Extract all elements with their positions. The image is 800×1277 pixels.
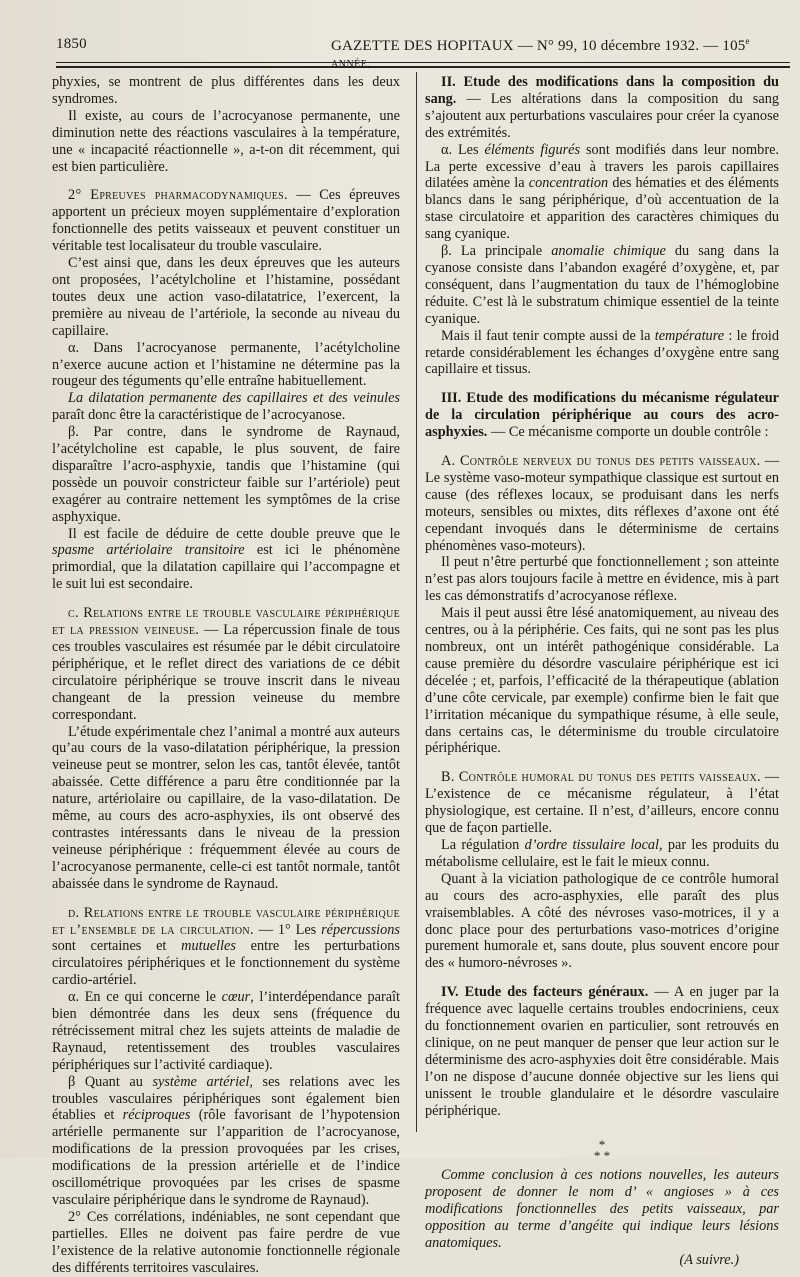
to-be-continued: (A suivre.)	[679, 1252, 739, 1268]
column-divider	[416, 72, 417, 1132]
section-blood-composition: II. Etude des modifications dans la composition du sang. — Les altérations dans la composition du sang s’ajoutent aux perturbations vasculaires pour créer la cyanose des extrémités.	[425, 74, 779, 141]
header-rule-thick	[56, 66, 790, 68]
paragraph: Mais il peut aussi être lésé anatomiquement, au niveau des centres, ou à la périphérie. Ces faits, qui ne sont pas les plus nombreux, ont un intérêt pathogénique considérable. La cause première du désordre vasculaire périphérique est ici décelée ; et, parfois, l’efficacité de la thérapeutique (ablation d’une côte cervicale, par exemple) confirme bien le fait que l’irritation mécanique du sympathique résume, à elle seule, dans certains cas, le déterminisme du trouble circulatoire périphérique.	[425, 605, 779, 757]
subsection-nervous-control: A. Contrôle nerveux du tonus des petits vaisseaux. — Le système vaso-moteur sympathique classique est surtout en cause (des réflexes locaux, se produisant dans les nerfs moteurs, sensibles ou mixtes, dits réflexes d’axone ont été cependant invoqués dans le déterminisme de certains phénomènes vaso-moteurs).	[425, 453, 780, 554]
running-title: GAZETTE DES HOPITAUX — N° 99, 10 décembre 1932. — 105e ANNÉE.	[331, 36, 750, 70]
paragraph: L’étude expérimentale chez l’animal a montré aux auteurs qu’au cours de la vaso-dilatation périphérique, la pression veineuse peut se montrer, selon les cas, tantôt élevée, tantôt abaissée. Cette différence a paru être conditionnée par la nature, artériolaire ou capillaire, de la vaso-dilatation. De même, au cours des acro-asphyxies, ils ont observé des contrastes intéressants dans le niveau de la pression veineuse périphérique : fréquemment élevée au cours de l’acrocyanose permanente, celle-ci est tantôt normale, tantôt abaissée dans le syndrome de Raynaud.	[52, 723, 400, 892]
subsection-heading: B. Contrôle humoral du tonus des petits vaisseaux.	[441, 769, 761, 786]
paragraph: Il existe, au cours de l’acrocyanose permanente, une diminution nette des réactions vasculaires à la température, une « incapacité réactionnelle », a-t-on dit récemment, qui est bien particulière.	[52, 107, 400, 175]
section-regulation: III. Etude des modifications du mécanisme régulateur de la circulation périphérique au cours des acro-asphyxies. — Ce mécanisme comporte un double contrôle :	[425, 390, 779, 441]
right-column	[425, 74, 779, 1269]
section-separator: * * *	[593, 1137, 611, 1164]
section-heading: III. Etude des modifications du mécanisme régulateur de la circulation périphérique au cours des acro-asphyxies.	[425, 390, 779, 441]
paragraph: β Quant au système artériel, ses relations avec les troubles vasculaires périphériques sont également bien établies et réciproques (rôle favorisant de l’hypotension artérielle permanente sur l’apparition de l’acrocyanose, modifications de la pression provoquées par les crises, modifications de la pression artérielle et de l’indice oscillométrique provoquées par les crises de spasme vasculaire périphérique dans le syndrome de Raynaud).	[52, 1073, 400, 1208]
section-heading: c. Relations entre le trouble vasculaire périphérique et la pression veineuse.	[52, 605, 400, 639]
section-general-factors: IV. Etude des facteurs généraux. — A en juger par la fréquence avec laquelle certains troubles endocriniens, ceux du fonctionnement ovarien en particulier, sont retrouvés en clinique, on ne peut manquer de penser que leur action sur le déterminisme des acro-asphyxies doit être considérable. Mais l’on ne dispose d’aucune donnée objective sur les liens qui unissent le trouble glandulaire et le désordre vasculaire périphérique.	[425, 984, 779, 1119]
conclusion: Comme conclusion à ces notions nouvelles, les auteurs proposent de donner le nom d’ « angioses » à ces modifications fonctionnelles des petits vaisseaux, par opposition au terme d’angéite qui indique leurs lésions anatomiques.	[425, 1167, 779, 1252]
subsection-humoral-control: B. Contrôle humoral du tonus des petits vaisseaux. — L’existence de ce mécanisme régulateur, à l’état physiologique, est certaine. Il n’est, d’ailleurs, encore connu que de façon partielle.	[425, 769, 779, 837]
paragraph: Mais il faut tenir compte aussi de la température : le froid retarde considérablement les échanges d’oxygène entre sang capillaire et tissus.	[425, 327, 780, 378]
paragraph: β. La principale anomalie chimique du sang dans la cyanose consiste dans l’abandon exagéré d’oxygène, et, par conséquent, dans l’augmentation du taux de l’hémoglobine réduite. C’est là le substratum chimique essentiel de la teinte cyanique.	[425, 243, 779, 327]
section-heading: II. Etude des modifications dans la composition du sang.	[425, 74, 779, 107]
running-header	[56, 36, 790, 70]
section-pharmacodynamic: 2° Epreuves pharmacodynamiques. — Ces épreuves apportent un précieux moyen supplémentaire d’exploration fonctionnelle des petits vaisseaux et peuvent constituer un véritable test localisateur du trouble vasculaire.	[52, 187, 400, 255]
paragraph: α. Les éléments figurés sont modifiés dans leur nombre. La perte excessive d’eau à travers les parois capillaires dilatées amène la concentration des hématies et des éléments blancs dans le sang périphérique, d’où accentuation de la stase circulatoire et apparition des caractères chimiques du sang cyanique.	[425, 141, 779, 243]
paragraph: α. En ce qui concerne le cœur, l’interdépendance paraît bien démontrée dans les deux sens (fréquence du rétrécissement mitral chez les sujets atteints de maladie de Raynaud, retentissement des troubles vasculaires périphériques sur l’activité cardiaque).	[52, 989, 401, 1073]
section-heading: 2° Epreuves pharmacodynamiques.	[68, 187, 288, 204]
section-venous-pressure: c. Relations entre le trouble vasculaire périphérique et la pression veineuse. — La répercussion finale de tous ces troubles vasculaires est résumée par le débit circulatoire périphérique, et le reflet direct des variations de ce débit circulatoire périphérique se trouve inscrit dans le niveau changeant de la pression veineuse du membre correspondant.	[52, 605, 400, 723]
header-rule	[56, 62, 790, 63]
left-column	[52, 74, 400, 1277]
paragraph: phyxies, se montrent de plus différentes dans les deux syndromes.	[52, 74, 400, 107]
page-number: 1850	[56, 36, 87, 52]
paragraph: 2° Ces corrélations, indéniables, ne sont cependant que partielles. Elles ne doivent pas faire perdre de vue l’existence de la relative autonomie fonctionnelle régionale des différents territoires vasculaires.	[52, 1208, 400, 1276]
section-circulation: d. Relations entre le trouble vasculaire périphérique et l’ensemble de la circulation. — 1° Les répercussions sont certaines et mutuelles entre les perturbations circulatoires périphériques et le fonctionnement du système cardio-artériel.	[52, 904, 400, 989]
paragraph: Quant à la viciation pathologique de ce contrôle humoral au cours des acro-asphyxies, elle paraît des plus vraisemblables. A côté des névroses vaso-motrices, il y a donc place pour des perturbations vaso-motrices d’origine purement humorale et, sans doute, plus souvent encore pour des « humoro-névroses ».	[425, 870, 779, 972]
paragraph: C’est ainsi que, dans les deux épreuves que les auteurs ont proposées, l’acétylcholine et l’histamine, possédant toutes deux une action vaso-dilatatrice, l’exercent, la première au niveau de l’artériole, la seconde au niveau du capillaire.	[52, 255, 400, 339]
subsection-heading: A. Contrôle nerveux du tonus des petits vaisseaux.	[441, 453, 761, 470]
paragraph: β. Par contre, dans le syndrome de Raynaud, l’acétylcholine est capable, le plus souvent, de faire disparaître l’acro-asphyxie, tandis que l’histamine (qui possède un pouvoir constricteur faible sur l’artériole) peut exagérer au contraire nettement les symptômes de la crise asphyxique.	[52, 424, 400, 525]
paragraph: La régulation d’ordre tissulaire local, par les produits du métabolisme cellulaire, est le fait le mieux connu.	[425, 836, 780, 870]
paragraph: La dilatation permanente des capillaires et des veinules paraît donc être la caractéristique de l’acrocyanose.	[52, 390, 400, 424]
section-heading: d. Relations entre le trouble vasculaire périphérique et l’ensemble de la circulation.	[52, 904, 400, 938]
paragraph: Il est facile de déduire de cette double preuve que le spasme artériolaire transitoire est ici le phénomène primordial, que la dilatation capillaire qui l’accompagne et le suit lui est secondaire.	[52, 525, 400, 593]
section-heading: IV. Etude des facteurs généraux.	[441, 984, 649, 1001]
paragraph: Il peut n’être perturbé que fonctionnellement ; son atteinte n’est pas alors toujours facile à mettre en évidence, mis à part les cas démonstratifs d’acrocyanose réflexe.	[425, 554, 779, 605]
paragraph: α. Dans l’acrocyanose permanente, l’acétylcholine n’exerce aucune action et l’histamine ne détermine pas la rougeur des téguments qu’elle entraîne habituellement.	[52, 339, 400, 390]
